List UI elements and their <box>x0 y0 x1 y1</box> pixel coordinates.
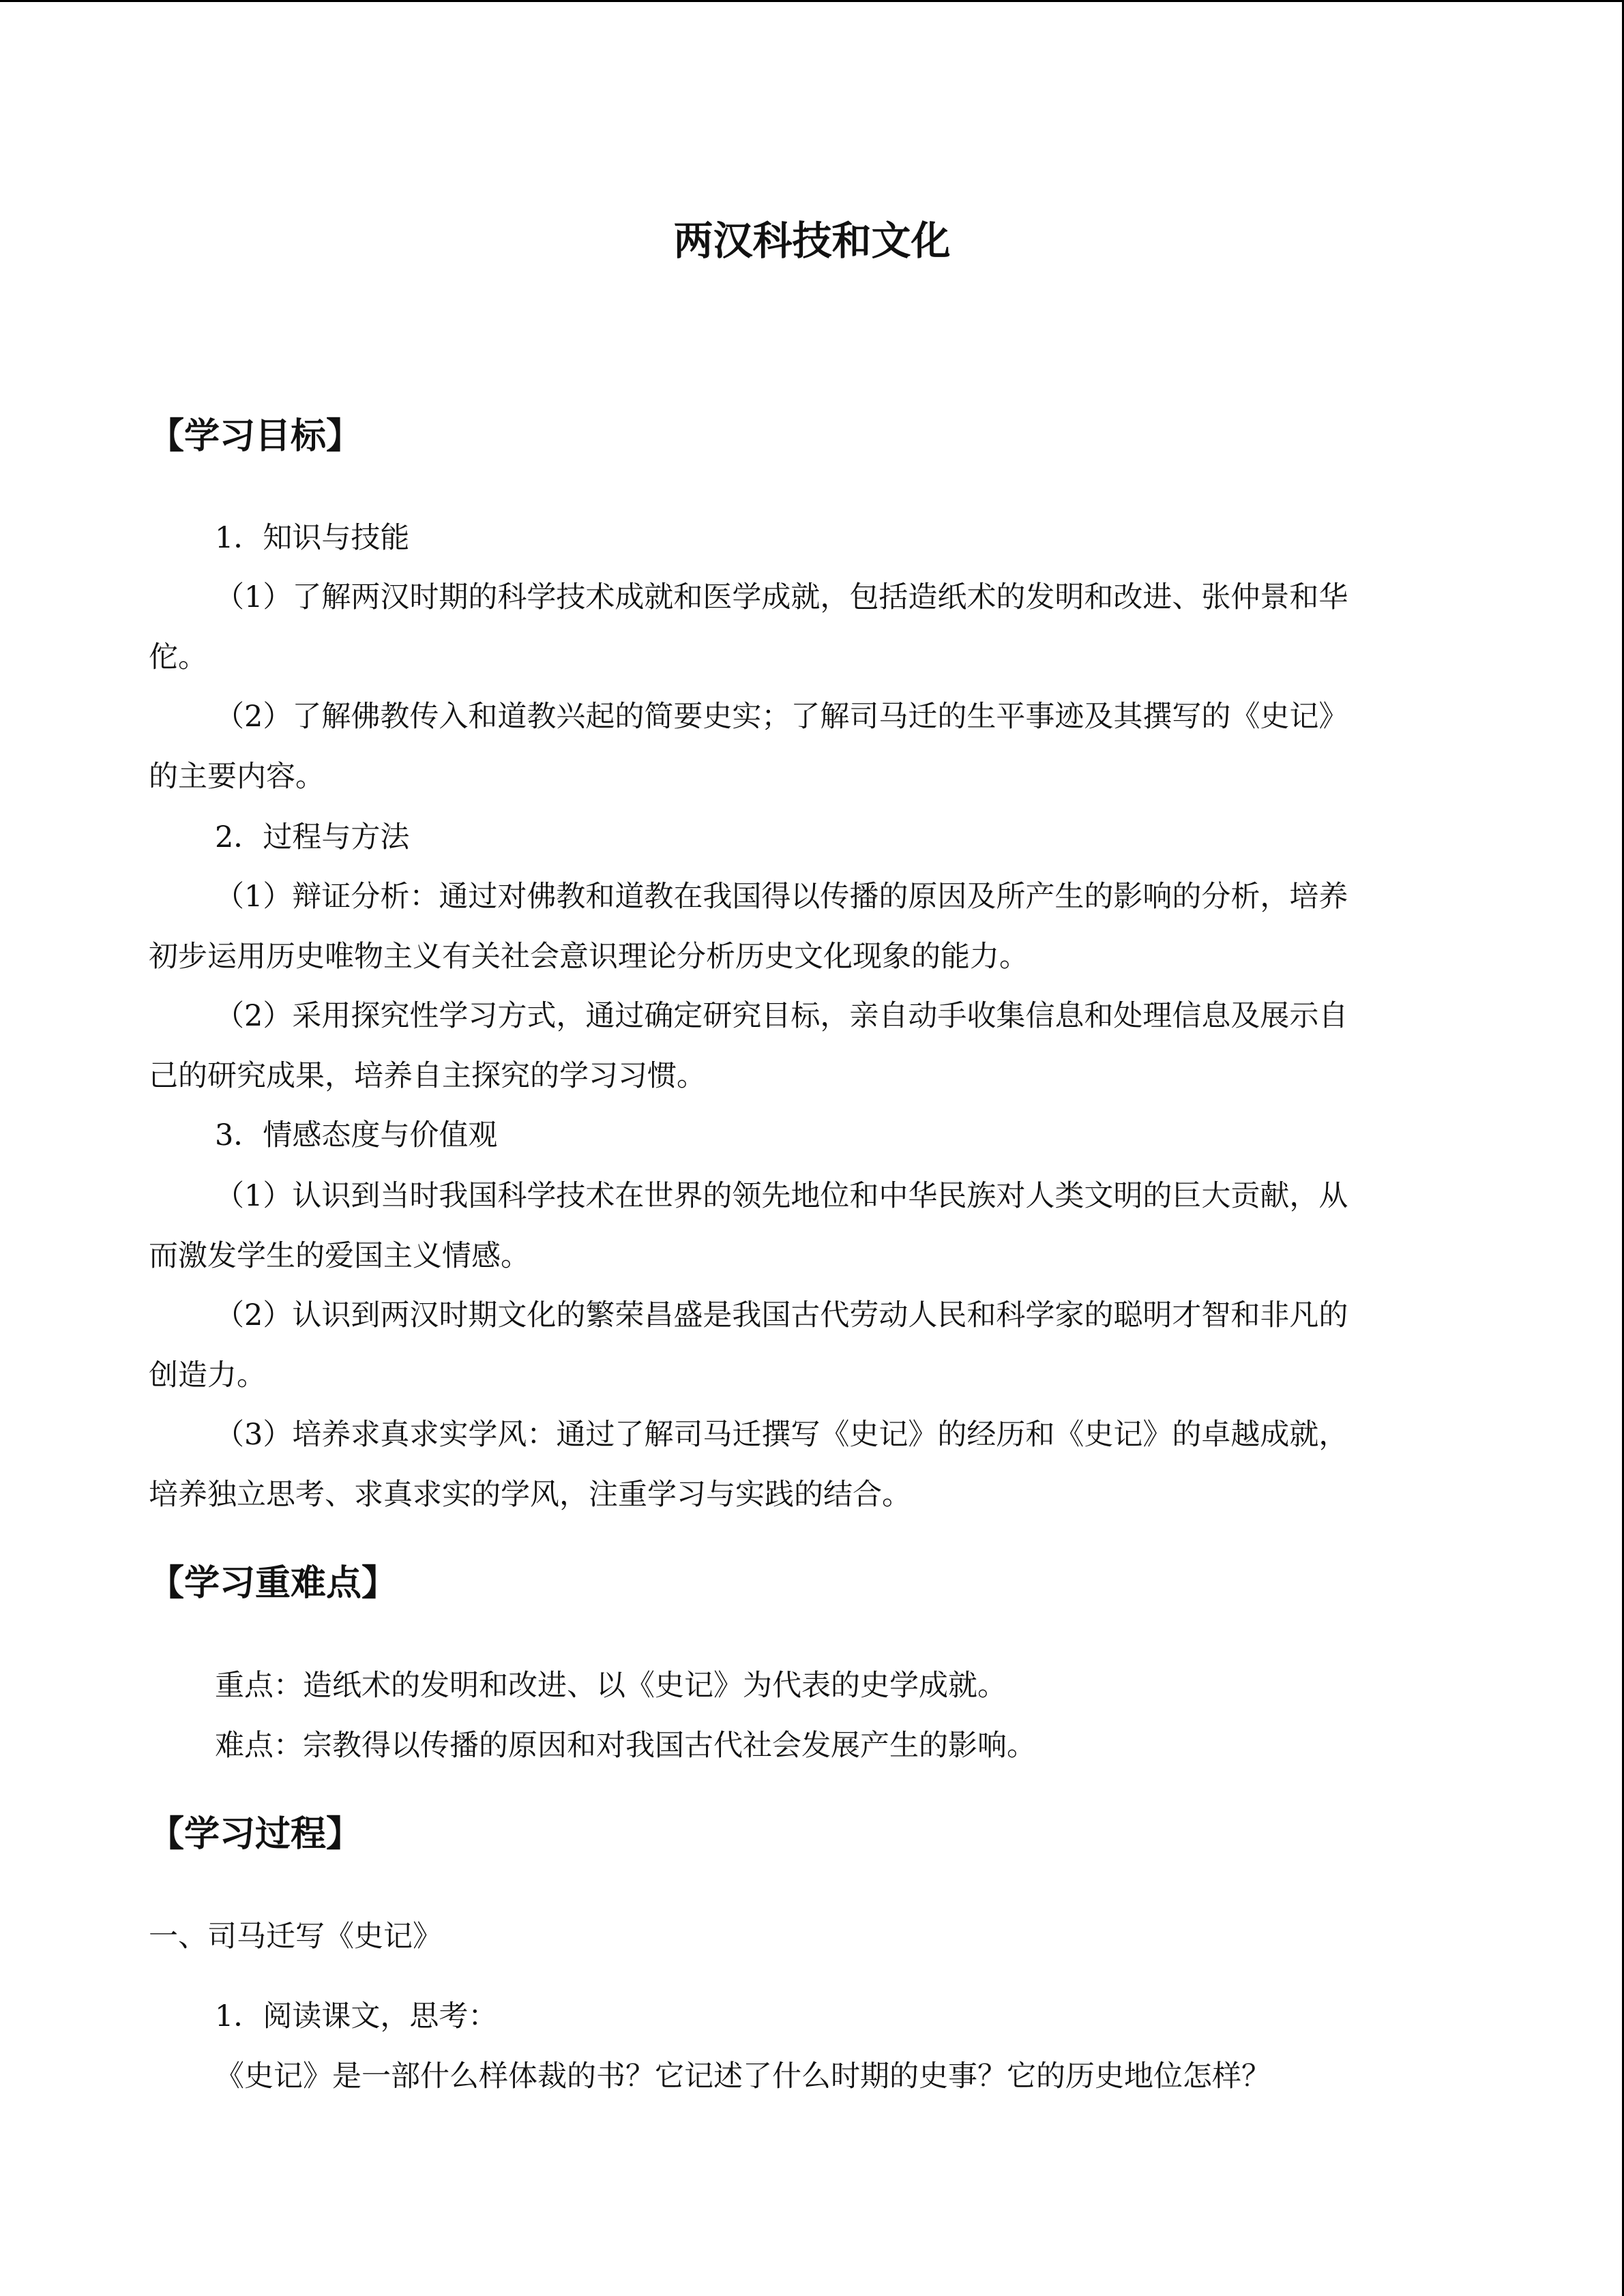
key-point-line: 难点：宗教得以传播的原因和对我国古代社会发展产生的影响。 <box>215 1729 1036 1763</box>
objective-line: 3．情感态度与价值观 <box>215 1118 498 1152</box>
key-point-line: 重点：造纸术的发明和改进、以《史记》为代表的史学成就。 <box>215 1669 1007 1703</box>
objective-line: 而激发学生的爱国主义情感。 <box>149 1239 530 1273</box>
section-heading-key-points: 【学习重难点】 <box>149 1563 398 1604</box>
objective-line: 己的研究成果，培养自主探究的学习习惯。 <box>149 1059 706 1093</box>
objective-line: （2）认识到两汉时期文化的繁荣昌盛是我国古代劳动人民和科学家的聪明才智和非凡的 <box>215 1298 1348 1332</box>
document-title: 两汉科技和文化 <box>673 218 951 264</box>
objective-line: 1．知识与技能 <box>215 521 410 555</box>
process-line: 《史记》是一部什么样体裁的书？它记述了什么时期的史事？它的历史地位怎样？ <box>215 2059 1271 2093</box>
section-heading-process: 【学习过程】 <box>149 1814 362 1855</box>
objective-line: （1）辩证分析：通过对佛教和道教在我国得以传播的原因及所产生的影响的分析，培养 <box>215 880 1348 914</box>
objective-line: （1）认识到当时我国科学技术在世界的领先地位和中华民族对人类文明的巨大贡献，从 <box>215 1179 1348 1213</box>
objective-line: （3）培养求真求实学风：通过了解司马迁撰写《史记》的经历和《史记》的卓越成就， <box>215 1418 1348 1452</box>
page-border-top <box>0 0 1624 2</box>
process-line: 一、司马迁写《史记》 <box>149 1920 442 1954</box>
objective-line: 培养独立思考、求真求实的学风，注重学习与实践的结合。 <box>149 1478 911 1512</box>
objective-line: 2．过程与方法 <box>215 820 410 854</box>
objective-line: 初步运用历史唯物主义有关社会意识理论分析历史文化现象的能力。 <box>149 940 1029 974</box>
objective-line: 创造力。 <box>149 1358 266 1392</box>
objective-line: （2）采用探究性学习方式，通过确定研究目标，亲自动手收集信息和处理信息及展示自 <box>215 999 1348 1033</box>
objective-line: 的主要内容。 <box>149 760 325 794</box>
process-line: 1．阅读课文，思考： <box>215 1999 498 2033</box>
section-heading-objectives: 【学习目标】 <box>149 416 362 457</box>
objective-line: （2）了解佛教传入和道教兴起的简要史实；了解司马迁的生平事迹及其撰写的《史记》 <box>215 700 1348 734</box>
objective-line: 佗。 <box>149 640 207 674</box>
objective-line: （1）了解两汉时期的科学技术成就和医学成就，包括造纸术的发明和改进、张仲景和华 <box>215 580 1348 614</box>
